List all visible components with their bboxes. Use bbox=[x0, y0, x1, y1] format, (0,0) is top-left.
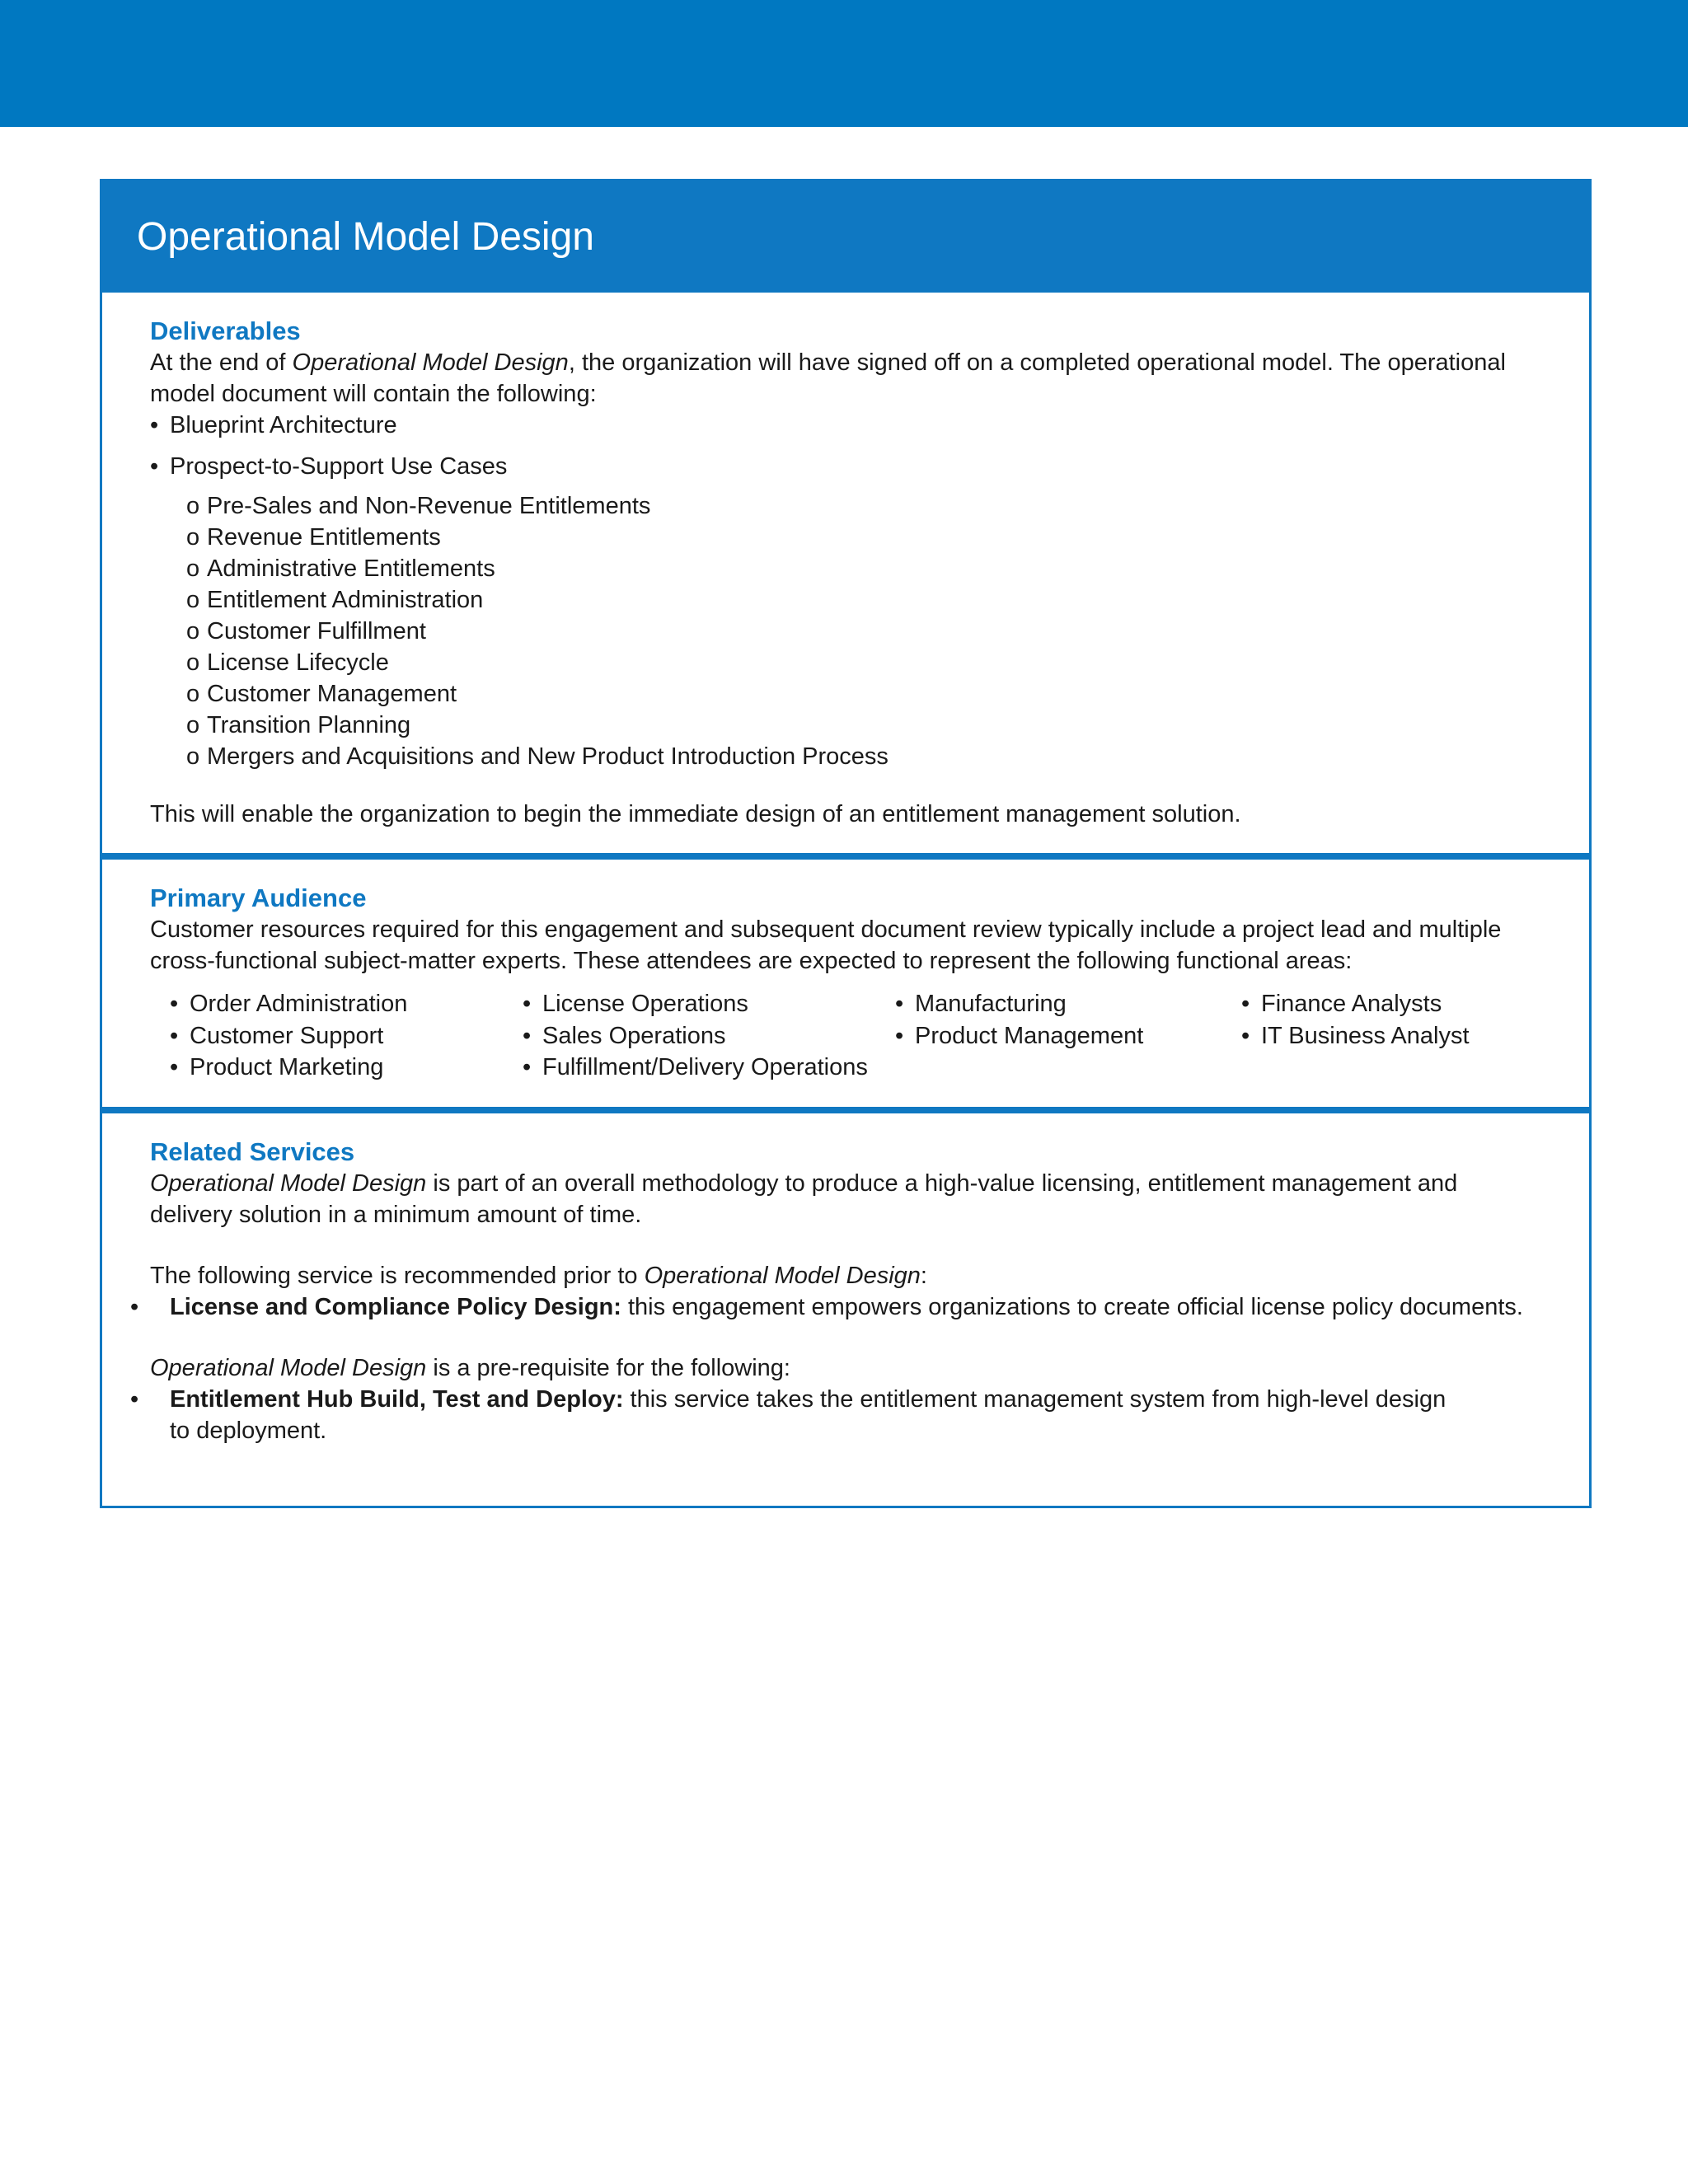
related-emphasis: Operational Model Design bbox=[150, 1169, 427, 1197]
sub-bullet-icon: o bbox=[186, 712, 200, 738]
bullet-icon: • bbox=[130, 1385, 139, 1413]
audience-item bbox=[1241, 988, 1554, 1020]
service-panel bbox=[100, 179, 1592, 1508]
audience-column bbox=[170, 988, 523, 1084]
prior-suffix: : bbox=[920, 1262, 927, 1289]
service-item bbox=[130, 1291, 1541, 1323]
bullet-icon: • bbox=[1241, 991, 1250, 1017]
audience-intro: Customer resources required for this engagement and subsequent document review typically include a project lead and multiple cross-functional subject-matter experts. These attendees are expected to represent the following functional areas: bbox=[150, 916, 1502, 974]
use-case-item bbox=[186, 678, 1541, 710]
related-intro-text: is part of an overall methodology to produce a high-value licensing, entitlement management and delivery solution in a minimum amount of time. bbox=[150, 1169, 1458, 1228]
use-case-item bbox=[186, 584, 1541, 616]
service-description: this engagement empowers organizations to create official license policy documents. bbox=[621, 1293, 1523, 1320]
audience-item bbox=[523, 1052, 895, 1084]
audience-label: Finance Analysts bbox=[1261, 991, 1442, 1017]
spacer bbox=[150, 1323, 1541, 1352]
audience-label: Manufacturing bbox=[915, 991, 1067, 1017]
prior-intro bbox=[150, 1260, 1541, 1291]
use-case-label: Mergers and Acquisitions and New Product Introduction Process bbox=[207, 743, 889, 770]
use-case-item bbox=[186, 647, 1541, 678]
spacer bbox=[150, 1230, 1541, 1260]
audience-label: Product Marketing bbox=[190, 1054, 384, 1080]
bullet-icon: • bbox=[130, 1293, 139, 1320]
audience-column bbox=[1241, 988, 1554, 1084]
top-banner bbox=[0, 0, 1688, 127]
bullet-icon: • bbox=[1241, 1022, 1250, 1049]
list-item-label: Blueprint Architecture bbox=[170, 412, 397, 438]
prior-emphasis: Operational Model Design bbox=[644, 1262, 921, 1289]
spacer bbox=[150, 1446, 1541, 1483]
deliverables-section bbox=[102, 293, 1589, 853]
intro-emphasis: Operational Model Design bbox=[292, 349, 569, 376]
use-case-label: Customer Fulfillment bbox=[207, 618, 426, 644]
intro-prefix: At the end of bbox=[150, 349, 293, 376]
use-case-item bbox=[186, 710, 1541, 741]
use-case-label: Administrative Entitlements bbox=[207, 555, 495, 582]
audience-grid bbox=[170, 988, 1541, 1084]
list-item bbox=[150, 410, 1541, 441]
audience-item bbox=[523, 1020, 895, 1052]
use-case-label: Transition Planning bbox=[207, 712, 411, 738]
related-title: Related Services bbox=[150, 1137, 355, 1166]
audience-item bbox=[523, 988, 895, 1020]
audience-label: Order Administration bbox=[190, 991, 408, 1017]
bullet-icon: • bbox=[150, 453, 159, 480]
bullet-icon: • bbox=[170, 991, 179, 1017]
service-item bbox=[130, 1384, 1472, 1446]
prior-prefix: The following service is recommended prior to bbox=[150, 1262, 645, 1289]
sub-bullet-icon: o bbox=[186, 493, 200, 519]
use-case-label: License Lifecycle bbox=[207, 649, 389, 676]
audience-item bbox=[1241, 1020, 1554, 1052]
deliverables-list bbox=[150, 410, 1541, 772]
audience-item bbox=[895, 1020, 1241, 1052]
audience-label: Fulfillment/Delivery Operations bbox=[542, 1054, 868, 1080]
after-intro bbox=[150, 1352, 1541, 1384]
use-case-item bbox=[186, 741, 1541, 772]
use-case-label: Revenue Entitlements bbox=[207, 524, 441, 551]
bullet-icon: • bbox=[170, 1022, 179, 1049]
related-section bbox=[102, 1113, 1589, 1506]
bullet-icon: • bbox=[523, 991, 532, 1017]
use-case-item bbox=[186, 522, 1541, 553]
bullet-icon: • bbox=[895, 991, 904, 1017]
audience-label: Sales Operations bbox=[542, 1022, 726, 1049]
sub-bullet-icon: o bbox=[186, 524, 200, 551]
sub-bullet-icon: o bbox=[186, 555, 200, 582]
intro-suffix: , the organization will have signed off on a completed operational model. The operational model document will contain the following: bbox=[150, 349, 1506, 407]
after-emphasis: Operational Model Design bbox=[150, 1354, 427, 1381]
audience-label: Product Management bbox=[915, 1022, 1144, 1049]
audience-label: Customer Support bbox=[190, 1022, 384, 1049]
audience-column bbox=[895, 988, 1241, 1084]
prior-service-list bbox=[130, 1291, 1541, 1323]
use-case-label: Entitlement Administration bbox=[207, 587, 484, 613]
audience-label: IT Business Analyst bbox=[1261, 1022, 1470, 1049]
bullet-icon: • bbox=[895, 1022, 904, 1049]
audience-item bbox=[170, 1052, 523, 1084]
section-divider bbox=[102, 853, 1589, 860]
panel-title: Operational Model Design bbox=[102, 181, 1589, 293]
audience-label: License Operations bbox=[542, 991, 748, 1017]
deliverables-intro bbox=[150, 347, 1541, 410]
bullet-icon: • bbox=[523, 1054, 532, 1080]
audience-column bbox=[523, 988, 895, 1084]
sub-bullet-icon: o bbox=[186, 743, 200, 770]
audience-title: Primary Audience bbox=[150, 883, 367, 912]
use-case-list bbox=[186, 490, 1541, 772]
related-intro bbox=[150, 1168, 1541, 1230]
audience-item bbox=[170, 1020, 523, 1052]
service-name: Entitlement Hub Build, Test and Deploy: bbox=[170, 1385, 624, 1413]
use-case-item bbox=[186, 616, 1541, 647]
list-item bbox=[150, 451, 1541, 772]
deliverables-title: Deliverables bbox=[150, 316, 301, 345]
audience-item bbox=[170, 988, 523, 1020]
use-case-item bbox=[186, 490, 1541, 522]
sub-bullet-icon: o bbox=[186, 649, 200, 676]
bullet-icon: • bbox=[170, 1054, 179, 1080]
sub-bullet-icon: o bbox=[186, 681, 200, 707]
service-name: License and Compliance Policy Design: bbox=[170, 1293, 621, 1320]
use-case-item bbox=[186, 553, 1541, 584]
list-item-label: Prospect-to-Support Use Cases bbox=[170, 453, 508, 480]
bullet-icon: • bbox=[150, 412, 159, 438]
audience-section bbox=[102, 860, 1589, 1107]
use-case-label: Pre-Sales and Non-Revenue Entitlements bbox=[207, 493, 651, 519]
service-description: this service takes the entitlement management system from high-level design to deployment. bbox=[170, 1385, 1447, 1444]
section-divider bbox=[102, 1107, 1589, 1113]
sub-bullet-icon: o bbox=[186, 587, 200, 613]
audience-item bbox=[895, 988, 1241, 1020]
after-service-list bbox=[130, 1384, 1541, 1446]
use-case-label: Customer Management bbox=[207, 681, 457, 707]
after-suffix: is a pre-requisite for the following: bbox=[426, 1354, 790, 1381]
deliverables-closing: This will enable the organization to begin the immediate design of an entitlement management solution. bbox=[150, 801, 1241, 827]
bullet-icon: • bbox=[523, 1022, 532, 1049]
sub-bullet-icon: o bbox=[186, 618, 200, 644]
